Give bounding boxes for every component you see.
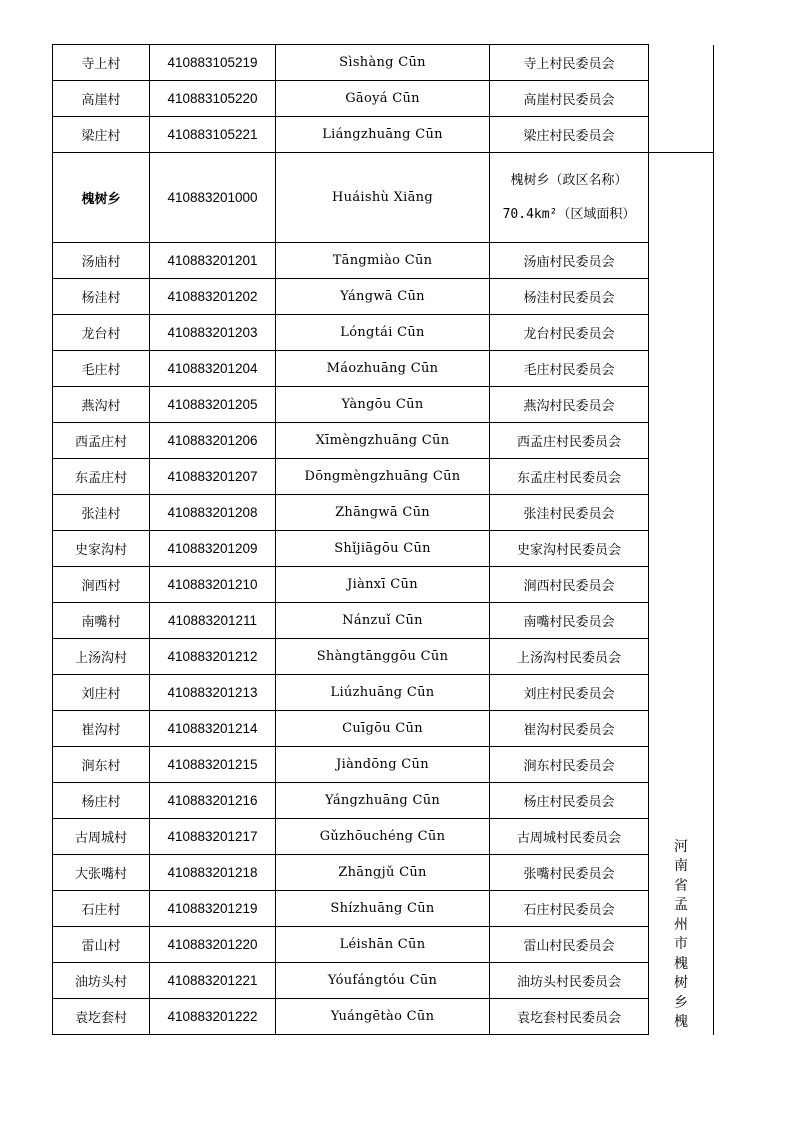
table-row	[53, 45, 714, 81]
admin-code-cell: 410883201201	[150, 243, 276, 279]
pinyin-cell: Shàngtānggōu Cūn	[276, 639, 490, 675]
table-row	[53, 639, 714, 675]
place-name-cell: 石庄村	[53, 891, 150, 927]
admin-code-cell: 410883201222	[150, 999, 276, 1035]
table-row	[53, 783, 714, 819]
admin-code-cell: 410883201205	[150, 387, 276, 423]
table-row	[53, 387, 714, 423]
pinyin-cell: Yóufángtóu Cūn	[276, 963, 490, 999]
place-name-cell: 西孟庄村	[53, 423, 150, 459]
note-cell: 袁圪套村民委员会	[490, 999, 649, 1035]
note-cell: 张嘴村民委员会	[490, 855, 649, 891]
pinyin-cell: Yuángētào Cūn	[276, 999, 490, 1035]
table-row	[53, 675, 714, 711]
township-note-cell	[490, 153, 649, 243]
side-note-char: 省	[674, 877, 688, 894]
note-cell: 古周城村民委员会	[490, 819, 649, 855]
place-name-cell: 刘庄村	[53, 675, 150, 711]
admin-code-cell: 410883105219	[150, 45, 276, 81]
note-cell: 东孟庄村民委员会	[490, 459, 649, 495]
place-name-cell: 袁圪套村	[53, 999, 150, 1035]
admin-code-cell: 410883201203	[150, 315, 276, 351]
township-area-label: （区域面积）	[557, 206, 636, 222]
table-row	[53, 963, 714, 999]
table-row	[53, 495, 714, 531]
side-note-char: 树	[674, 975, 688, 991]
table-row	[53, 81, 714, 117]
note-cell: 梁庄村民委员会	[490, 117, 649, 153]
note-cell: 汤庙村民委员会	[490, 243, 649, 279]
admin-code-cell: 410883201218	[150, 855, 276, 891]
side-note-vertical-text	[649, 838, 713, 1035]
pinyin-cell: Liángzhuāng Cūn	[276, 117, 490, 153]
place-name-cell: 涧东村	[53, 747, 150, 783]
pinyin-cell: Yángwā Cūn	[276, 279, 490, 315]
note-cell: 高崖村民委员会	[490, 81, 649, 117]
place-name-cell: 张洼村	[53, 495, 150, 531]
place-name-cell: 高崖村	[53, 81, 150, 117]
note-cell: 涧西村民委员会	[490, 567, 649, 603]
note-cell: 崔沟村民委员会	[490, 711, 649, 747]
pinyin-cell: Gǔzhōuchéng Cūn	[276, 819, 490, 855]
note-cell: 燕沟村民委员会	[490, 387, 649, 423]
place-name-cell: 杨庄村	[53, 783, 150, 819]
table-row	[53, 747, 714, 783]
pinyin-cell: Jiànxī Cūn	[276, 567, 490, 603]
note-cell: 石庄村民委员会	[490, 891, 649, 927]
side-note-char: 槐	[674, 955, 688, 972]
place-name-cell: 龙台村	[53, 315, 150, 351]
note-cell: 刘庄村民委员会	[490, 675, 649, 711]
pinyin-cell: Sìshàng Cūn	[276, 45, 490, 81]
note-cell: 油坊头村民委员会	[490, 963, 649, 999]
admin-code-cell: 410883201206	[150, 423, 276, 459]
place-name-cell: 雷山村	[53, 927, 150, 963]
admin-code-cell: 410883201212	[150, 639, 276, 675]
side-note-char: 河	[674, 838, 688, 855]
note-cell: 杨庄村民委员会	[490, 783, 649, 819]
note-cell: 寺上村民委员会	[490, 45, 649, 81]
pinyin-cell: Gāoyá Cūn	[276, 81, 490, 117]
township-note-name: 槐树乡（政区名称）	[510, 172, 628, 188]
township-row	[53, 153, 714, 243]
table-row	[53, 891, 714, 927]
admin-code-cell: 410883201220	[150, 927, 276, 963]
pinyin-cell: Lóngtái Cūn	[276, 315, 490, 351]
side-note-char: 孟	[674, 897, 688, 913]
admin-code-cell: 410883201213	[150, 675, 276, 711]
note-cell: 杨洼村民委员会	[490, 279, 649, 315]
admin-code-cell: 410883201214	[150, 711, 276, 747]
admin-code-cell: 410883201209	[150, 531, 276, 567]
table-row	[53, 315, 714, 351]
pinyin-cell: Zhāngwā Cūn	[276, 495, 490, 531]
side-note-char: 槐	[674, 1014, 688, 1030]
admin-code-cell: 410883105220	[150, 81, 276, 117]
table-row	[53, 279, 714, 315]
place-name-cell: 毛庄村	[53, 351, 150, 387]
pinyin-cell: Máozhuāng Cūn	[276, 351, 490, 387]
table-row	[53, 531, 714, 567]
pinyin-cell: Dōngmèngzhuāng Cūn	[276, 459, 490, 495]
admin-code-cell: 410883201221	[150, 963, 276, 999]
admin-code-cell: 410883201215	[150, 747, 276, 783]
place-name-cell: 东孟庄村	[53, 459, 150, 495]
place-name-cell: 梁庄村	[53, 117, 150, 153]
admin-code-cell: 410883105221	[150, 117, 276, 153]
pinyin-cell: Yángzhuāng Cūn	[276, 783, 490, 819]
note-cell: 上汤沟村民委员会	[490, 639, 649, 675]
place-name-cell: 寺上村	[53, 45, 150, 81]
admin-code-cell: 410883201211	[150, 603, 276, 639]
pinyin-cell: Liúzhuāng Cūn	[276, 675, 490, 711]
township-name-cell: 槐树乡	[53, 153, 150, 243]
note-cell: 史家沟村民委员会	[490, 531, 649, 567]
township-code-cell: 410883201000	[150, 153, 276, 243]
township-area-value: 70.4km²	[502, 206, 558, 222]
place-name-cell: 汤庙村	[53, 243, 150, 279]
side-note-char: 南	[674, 858, 688, 874]
pinyin-cell: Nánzuǐ Cūn	[276, 603, 490, 639]
note-cell: 张洼村民委员会	[490, 495, 649, 531]
admin-code-cell: 410883201202	[150, 279, 276, 315]
pinyin-cell: Shǐjiāgōu Cūn	[276, 531, 490, 567]
pinyin-cell: Yàngōu Cūn	[276, 387, 490, 423]
township-note-area	[490, 198, 648, 232]
admin-code-cell: 410883201204	[150, 351, 276, 387]
table-row	[53, 117, 714, 153]
place-name-cell: 上汤沟村	[53, 639, 150, 675]
table-row	[53, 819, 714, 855]
place-name-cell: 崔沟村	[53, 711, 150, 747]
place-name-cell: 史家沟村	[53, 531, 150, 567]
note-cell: 毛庄村民委员会	[490, 351, 649, 387]
pinyin-cell: Shízhuāng Cūn	[276, 891, 490, 927]
note-cell: 龙台村民委员会	[490, 315, 649, 351]
place-name-cell: 油坊头村	[53, 963, 150, 999]
place-name-cell: 大张嘴村	[53, 855, 150, 891]
pinyin-cell: Cuīgōu Cūn	[276, 711, 490, 747]
table-row	[53, 999, 714, 1035]
table-row	[53, 927, 714, 963]
pinyin-cell: Tāngmiào Cūn	[276, 243, 490, 279]
table-row	[53, 855, 714, 891]
admin-code-cell: 410883201217	[150, 819, 276, 855]
admin-code-cell: 410883201210	[150, 567, 276, 603]
admin-code-cell: 410883201207	[150, 459, 276, 495]
table-row	[53, 603, 714, 639]
pinyin-cell: Jiàndōng Cūn	[276, 747, 490, 783]
place-name-cell: 古周城村	[53, 819, 150, 855]
table-row	[53, 243, 714, 279]
side-note-char: 州	[674, 916, 688, 933]
note-cell: 南嘴村民委员会	[490, 603, 649, 639]
place-name-cell: 燕沟村	[53, 387, 150, 423]
table-row	[53, 711, 714, 747]
place-name-cell: 杨洼村	[53, 279, 150, 315]
note-cell: 涧东村民委员会	[490, 747, 649, 783]
gazetteer-table-wrapper	[52, 44, 714, 1035]
pinyin-cell: Xīmèngzhuāng Cūn	[276, 423, 490, 459]
table-row	[53, 459, 714, 495]
side-note-cell-top	[649, 45, 714, 153]
table-row	[53, 351, 714, 387]
pinyin-cell: Zhāngjǔ Cūn	[276, 855, 490, 891]
gazetteer-table	[52, 44, 714, 1035]
admin-code-cell: 410883201216	[150, 783, 276, 819]
township-pinyin-cell: Huáishù Xiāng	[276, 153, 490, 243]
table-body	[53, 45, 714, 1035]
note-cell: 雷山村民委员会	[490, 927, 649, 963]
table-row	[53, 567, 714, 603]
admin-code-cell: 410883201219	[150, 891, 276, 927]
place-name-cell: 涧西村	[53, 567, 150, 603]
pinyin-cell: Léishān Cūn	[276, 927, 490, 963]
side-note-char: 乡	[674, 994, 688, 1011]
place-name-cell: 南嘴村	[53, 603, 150, 639]
table-row	[53, 423, 714, 459]
side-note-char: 市	[674, 936, 688, 952]
admin-code-cell: 410883201208	[150, 495, 276, 531]
side-note-cell	[649, 153, 714, 1035]
note-cell: 西孟庄村民委员会	[490, 423, 649, 459]
